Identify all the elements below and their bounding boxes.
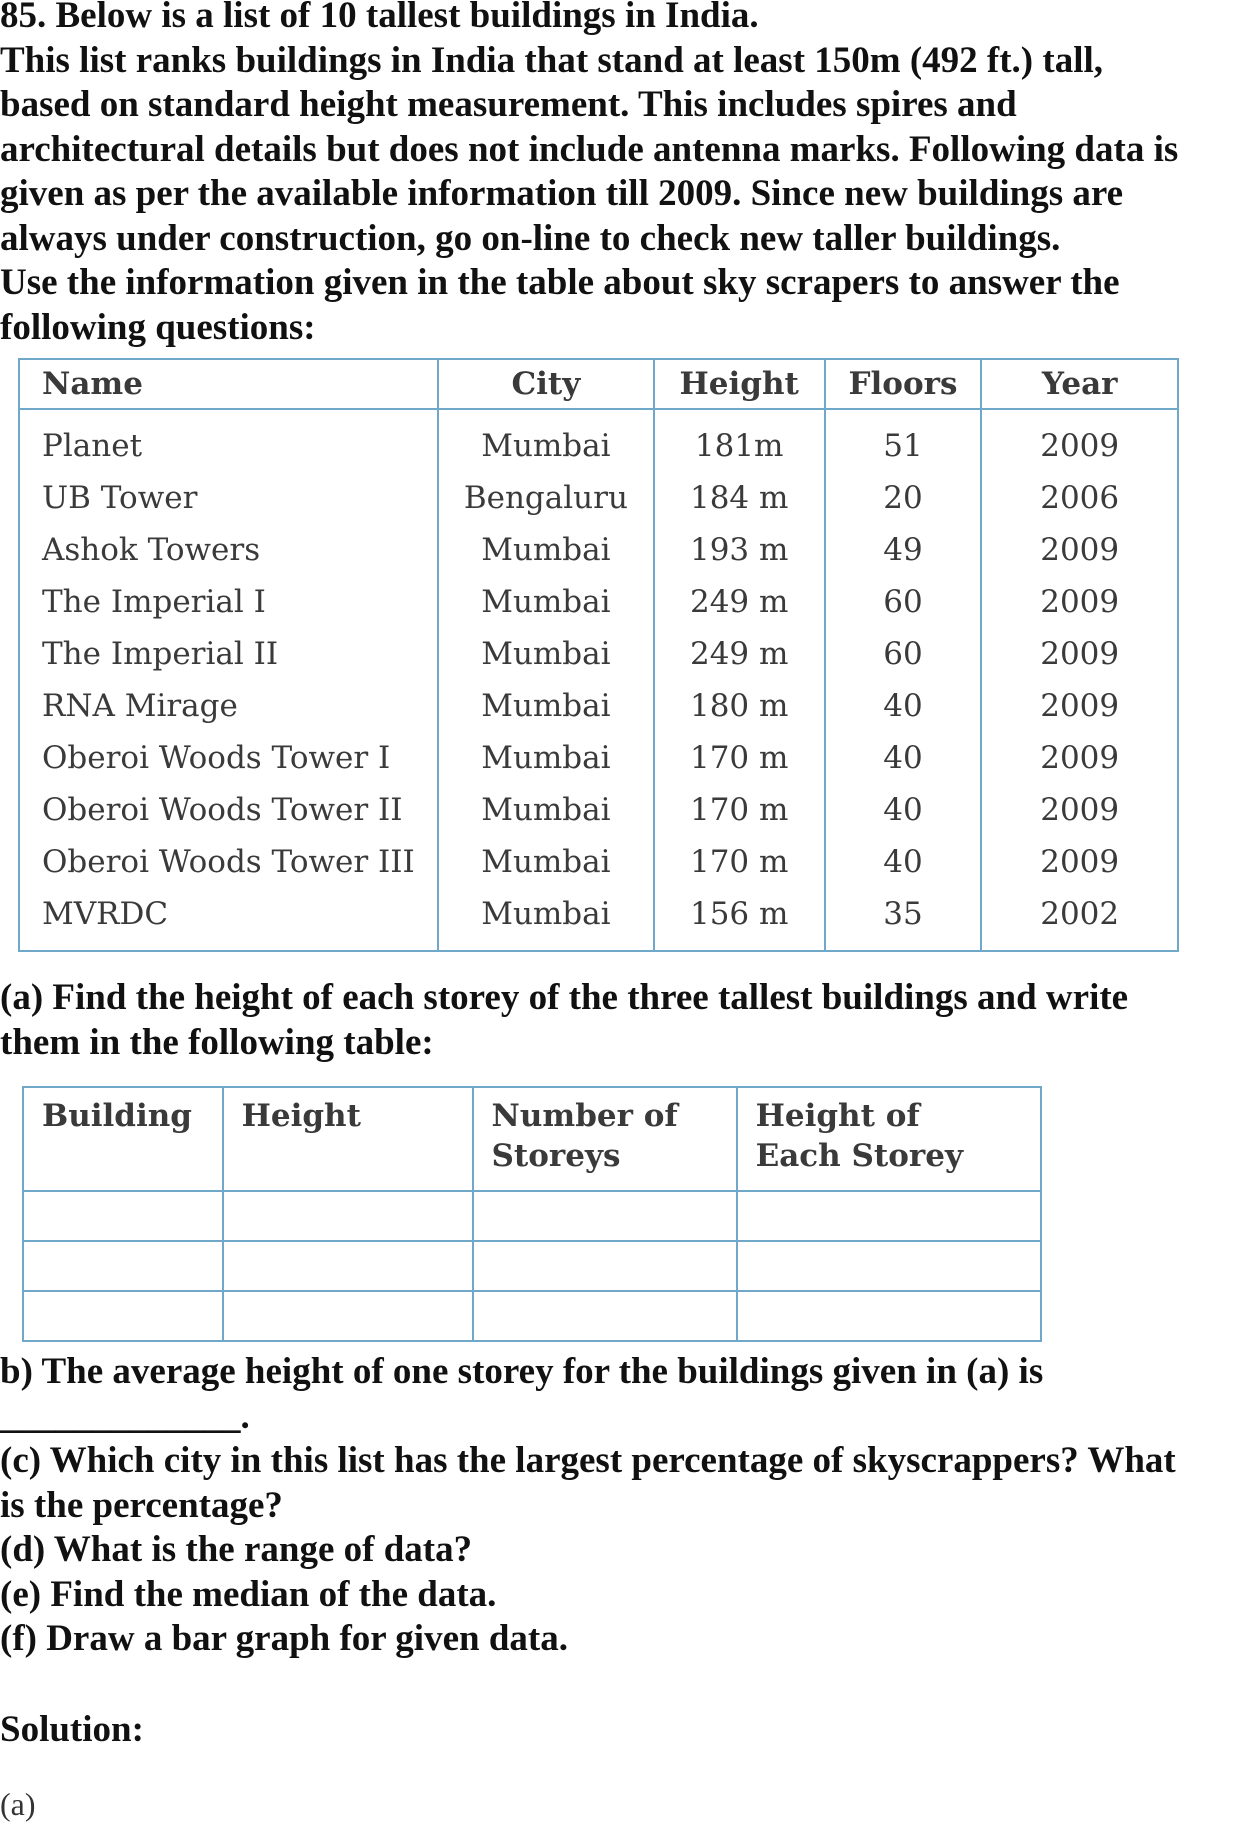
cell-height: 184 m [654, 472, 825, 524]
empty-cell[interactable] [223, 1291, 473, 1341]
cell-year: 2009 [981, 576, 1178, 628]
header-height-of-each-storey [737, 1087, 1041, 1191]
cell-name: Oberoi Woods Tower III [19, 836, 438, 888]
question-f: (f) Draw a bar graph for given data. [0, 1618, 568, 1659]
cell-city: Mumbai [438, 888, 654, 951]
intro-line: architectural details but does not include antenna marks. Following data is [0, 128, 1179, 170]
cell-height: 249 m [654, 576, 825, 628]
header-line: Each Storey [755, 1138, 963, 1174]
question-b: b) The average height of one storey for the buildings given in (a) is [0, 1351, 1044, 1392]
cell-floors: 60 [825, 628, 982, 680]
cell-name: UB Tower [19, 472, 438, 524]
cell-height: 170 m [654, 836, 825, 888]
cell-name: The Imperial I [19, 576, 438, 628]
cell-year: 2009 [981, 409, 1178, 472]
intro-line: This list ranks buildings in India that stand at least 150m (492 ft.) tall, [0, 39, 1104, 81]
header-line: Storeys [491, 1138, 621, 1174]
cell-city: Mumbai [438, 628, 654, 680]
solution-heading: Solution: [0, 1709, 144, 1750]
empty-cell[interactable] [737, 1241, 1041, 1291]
cell-year: 2009 [981, 836, 1178, 888]
cell-year: 2009 [981, 628, 1178, 680]
header-line: Height of [755, 1098, 920, 1134]
cell-floors: 51 [825, 409, 982, 472]
empty-cell[interactable] [23, 1241, 223, 1291]
table-row [19, 472, 1178, 524]
empty-cell[interactable] [737, 1291, 1041, 1341]
empty-cell[interactable] [223, 1241, 473, 1291]
storey-height-table [22, 1086, 1042, 1342]
empty-cell[interactable] [737, 1191, 1041, 1241]
questions-b-to-f [0, 1350, 1236, 1662]
empty-cell[interactable] [473, 1241, 737, 1291]
buildings-table [18, 358, 1179, 952]
cell-height: 193 m [654, 524, 825, 576]
cell-name: Oberoi Woods Tower II [19, 784, 438, 836]
table-row [19, 732, 1178, 784]
cell-height: 170 m [654, 732, 825, 784]
intro-line: given as per the available information till 2009. Since new buildings are [0, 173, 1124, 214]
cell-city: Mumbai [438, 524, 654, 576]
header-line: Height [241, 1098, 361, 1134]
cell-height: 181m [654, 409, 825, 472]
cell-city: Mumbai [438, 836, 654, 888]
question-c-continued: is the percentage? [0, 1484, 283, 1526]
cell-city: Mumbai [438, 576, 654, 628]
cell-floors: 40 [825, 836, 982, 888]
cell-year: 2009 [981, 524, 1178, 576]
header-height [223, 1087, 473, 1191]
question-a [0, 976, 1236, 1065]
cell-name: RNA Mirage [19, 680, 438, 732]
question-e: (e) Find the median of the data. [0, 1573, 497, 1615]
question-a-line: (a) Find the height of each storey of the three tallest buildings and write [0, 977, 1129, 1018]
cell-floors: 20 [825, 472, 982, 524]
header-floors: Floors [825, 359, 982, 409]
table-row [19, 524, 1178, 576]
cell-city: Mumbai [438, 680, 654, 732]
cell-name: MVRDC [19, 888, 438, 951]
empty-cell[interactable] [473, 1291, 737, 1341]
empty-cell[interactable] [23, 1291, 223, 1341]
cell-year: 2002 [981, 888, 1178, 951]
cell-year: 2009 [981, 784, 1178, 836]
cell-height: 156 m [654, 888, 825, 951]
cell-year: 2009 [981, 680, 1178, 732]
cell-city: Mumbai [438, 409, 654, 472]
cell-city: Mumbai [438, 784, 654, 836]
answer-blank: _____________. [0, 1395, 250, 1437]
cell-city: Bengaluru [438, 472, 654, 524]
table-row [19, 680, 1178, 732]
empty-cell[interactable] [473, 1191, 737, 1241]
table-row [19, 409, 1178, 472]
table-row [19, 628, 1178, 680]
cell-floors: 40 [825, 680, 982, 732]
header-line: Building [42, 1098, 192, 1134]
header-year: Year [981, 359, 1178, 409]
header-name: Name [19, 359, 438, 409]
cell-floors: 35 [825, 888, 982, 951]
cell-floors: 40 [825, 732, 982, 784]
header-line: Number of [491, 1098, 678, 1134]
intro-line: Use the information given in the table about sky scrapers to answer the [0, 262, 1120, 303]
empty-cell[interactable] [23, 1191, 223, 1241]
table-row [19, 576, 1178, 628]
table-row [19, 888, 1178, 951]
cell-name: Planet [19, 409, 438, 472]
question-title: 85. Below is a list of 10 tallest buildings in India. [0, 0, 759, 36]
header-height: Height [654, 359, 825, 409]
question-c: (c) Which city in this list has the largest percentage of skyscrappers? What [0, 1440, 1176, 1481]
table-row [23, 1241, 1041, 1291]
cell-height: 180 m [654, 680, 825, 732]
cell-height: 170 m [654, 784, 825, 836]
cell-city: Mumbai [438, 732, 654, 784]
question-d: (d) What is the range of data? [0, 1529, 473, 1570]
cell-year: 2009 [981, 732, 1178, 784]
table-row [23, 1191, 1041, 1241]
table-row [23, 1291, 1041, 1341]
cell-floors: 40 [825, 784, 982, 836]
empty-cell[interactable] [223, 1191, 473, 1241]
cell-name: Oberoi Woods Tower I [19, 732, 438, 784]
table-row [19, 784, 1178, 836]
intro-line: following questions: [0, 306, 316, 348]
intro-line: always under construction, go on-line to check new taller buildings. [0, 217, 1061, 259]
solution-part-a-label: (a) [0, 1786, 36, 1822]
header-building [23, 1087, 223, 1191]
header-number-of-storeys [473, 1087, 737, 1191]
header-city: City [438, 359, 654, 409]
question-intro [0, 0, 1236, 350]
table-row [19, 836, 1178, 888]
table-header-row [19, 359, 1178, 409]
cell-floors: 60 [825, 576, 982, 628]
table-header-row [23, 1087, 1041, 1191]
cell-name: The Imperial II [19, 628, 438, 680]
question-a-line: them in the following table: [0, 1021, 434, 1063]
cell-height: 249 m [654, 628, 825, 680]
cell-name: Ashok Towers [19, 524, 438, 576]
cell-floors: 49 [825, 524, 982, 576]
cell-year: 2006 [981, 472, 1178, 524]
intro-line: based on standard height measurement. This includes spires and [0, 84, 1017, 125]
